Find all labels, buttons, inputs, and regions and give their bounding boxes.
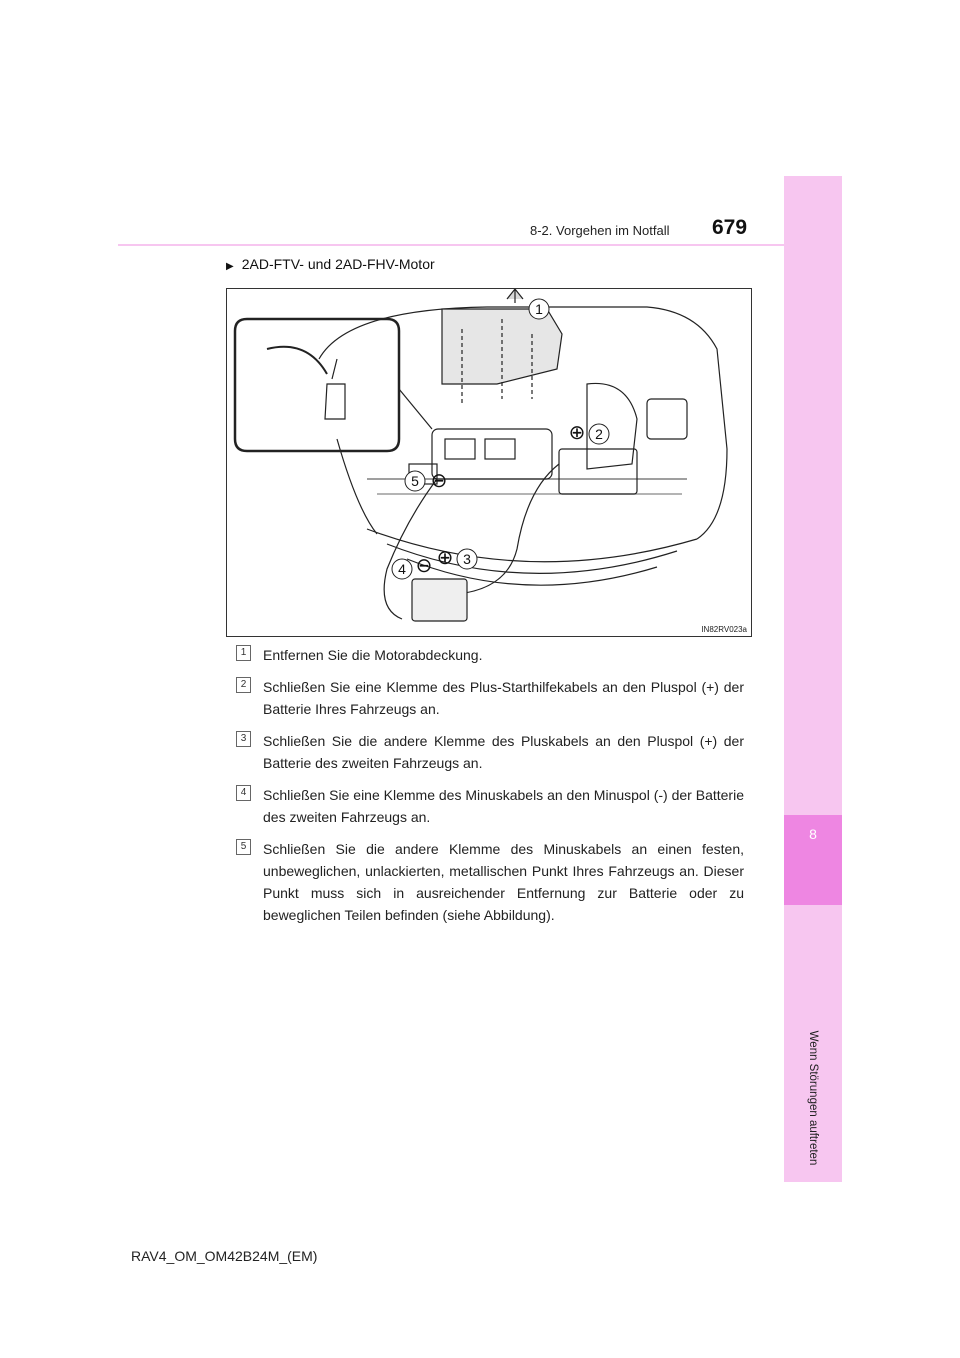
chapter-title — [778, 968, 848, 1228]
step-item — [236, 784, 744, 828]
figure-code: IN82RV023a — [701, 625, 747, 634]
step-text: Schließen Sie die andere Klemme des Pluskabels an den Pluspol (+) der Batterie des zweiten Fahrzeugs an. — [263, 733, 744, 771]
step-list — [236, 644, 744, 936]
subtitle — [226, 256, 435, 272]
callout-5: 5 — [411, 473, 419, 489]
step-number: 3 — [236, 731, 251, 747]
callout-2: 2 — [595, 426, 603, 442]
engine-block — [432, 429, 552, 479]
step-text: Schließen Sie die andere Klemme des Minuskabels an einen festen, unbeweglichen, unlackierten, metallischen Punkt Ihres Fahrzeugs an. Dieser Punkt muss sich in ausreichender Entfernung zur Batterie oder zu beweglichen Teilen befinden (siehe Abbildung). — [263, 841, 744, 923]
second-battery — [412, 579, 467, 621]
vehicle-battery — [559, 449, 637, 494]
step-text: Schließen Sie eine Klemme des Plus-Starthilfekabels an den Pluspol (+) der Batterie Ihres Fahrzeugs an. — [263, 679, 744, 717]
svg-text:⊖: ⊖ — [430, 470, 448, 492]
page-number: 679 — [712, 216, 748, 239]
callout-4: 4 — [398, 561, 406, 577]
positive-cable — [457, 464, 559, 594]
document-footer: RAV4_OM_OM42B24M_(EM) — [131, 1248, 318, 1264]
header-rule — [118, 244, 784, 246]
callout-1: 1 — [535, 301, 543, 317]
step-number: 2 — [236, 677, 251, 693]
step-item — [236, 730, 744, 774]
inset-detail — [235, 319, 399, 451]
engine-bay-drawing — [227, 289, 751, 636]
step-item — [236, 838, 744, 926]
callout-3: 3 — [463, 551, 471, 567]
step-number: 4 — [236, 785, 251, 801]
jump-start-illustration — [226, 288, 752, 637]
step-text: Entfernen Sie die Motorabdeckung. — [263, 647, 483, 663]
step-item — [236, 644, 744, 666]
step-number: 5 — [236, 839, 251, 855]
subtitle-text: 2AD-FTV- und 2AD-FHV-Motor — [241, 256, 435, 272]
triangle-bullet-icon: ▶ — [226, 261, 234, 272]
chapter-number: 8 — [809, 826, 817, 842]
svg-text:⊖: ⊖ — [415, 555, 433, 577]
step-item — [236, 676, 744, 720]
svg-text:⊕: ⊕ — [568, 422, 586, 444]
chapter-title-label: Wenn Störungen auftreten — [807, 1030, 819, 1166]
step-number: 1 — [236, 645, 251, 661]
header-section: 8-2. Vorgehen im Notfall — [530, 223, 670, 238]
svg-text:⊕: ⊕ — [436, 547, 454, 569]
step-text: Schließen Sie eine Klemme des Minuskabels an den Minuspol (-) der Batterie des zweiten Fahrzeugs an. — [263, 787, 744, 825]
